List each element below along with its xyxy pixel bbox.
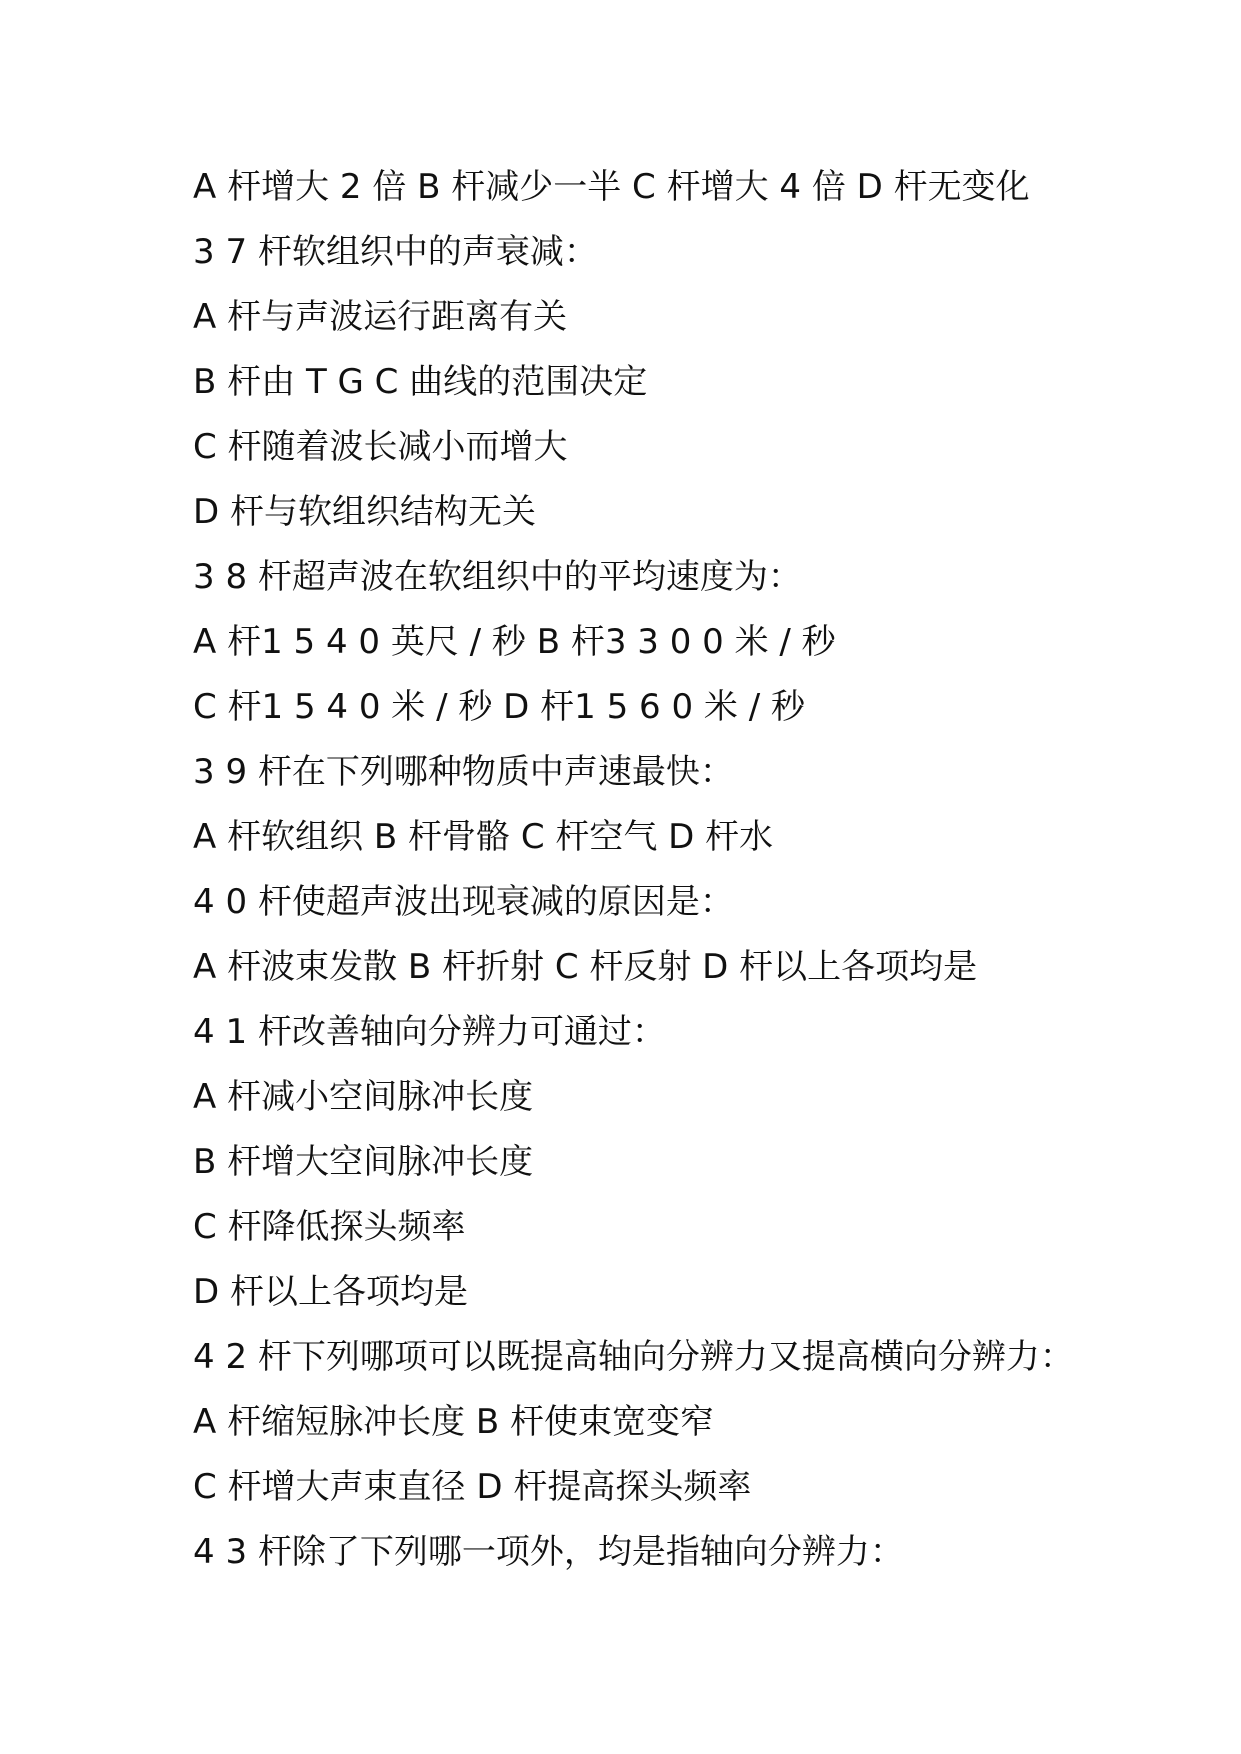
option-41-a: A 杆减小空间脉冲长度	[193, 1077, 534, 1117]
option-41-c: C 杆降低探头频率	[193, 1207, 466, 1247]
document-body	[193, 155, 1193, 1585]
question-42: 4 2 杆下列哪项可以既提高轴向分辨力又提高横向分辨力：	[193, 1337, 1074, 1377]
options-42-cd: C 杆增大声束直径 D 杆提高探头频率	[193, 1467, 752, 1507]
option-37-b: B 杆由 T G C 曲线的范围决定	[193, 362, 648, 402]
option-41-d: D 杆以上各项均是	[193, 1272, 468, 1312]
question-41: 4 1 杆改善轴向分辨力可通过：	[193, 1012, 666, 1052]
option-37-d: D 杆与软组织结构无关	[193, 492, 536, 532]
options-38-cd: C 杆1 5 4 0 米 / 秒 D 杆1 5 6 0 米 / 秒	[193, 687, 805, 727]
question-43: 4 3 杆除了下列哪一项外，均是指轴向分辨力：	[193, 1532, 904, 1572]
options-42-ab: A 杆缩短脉冲长度 B 杆使束宽变窄	[193, 1402, 715, 1442]
options-38-ab: A 杆1 5 4 0 英尺 / 秒 B 杆3 3 0 0 米 / 秒	[193, 622, 836, 662]
question-37: 3 7 杆软组织中的声衰减：	[193, 232, 598, 272]
option-37-c: C 杆随着波长减小而增大	[193, 427, 568, 467]
question-39: 3 9 杆在下列哪种物质中声速最快：	[193, 752, 734, 792]
options-40: A 杆波束发散 B 杆折射 C 杆反射 D 杆以上各项均是	[193, 947, 978, 987]
option-37-a: A 杆与声波运行距离有关	[193, 297, 568, 337]
options-39: A 杆软组织 B 杆骨骼 C 杆空气 D 杆水	[193, 817, 774, 857]
question-38: 3 8 杆超声波在软组织中的平均速度为：	[193, 557, 802, 597]
option-41-b: B 杆增大空间脉冲长度	[193, 1142, 534, 1182]
question-40: 4 0 杆使超声波出现衰减的原因是：	[193, 882, 734, 922]
answer-options-36: A 杆增大 2 倍 B 杆减少一半 C 杆增大 4 倍 D 杆无变化	[193, 167, 1030, 207]
